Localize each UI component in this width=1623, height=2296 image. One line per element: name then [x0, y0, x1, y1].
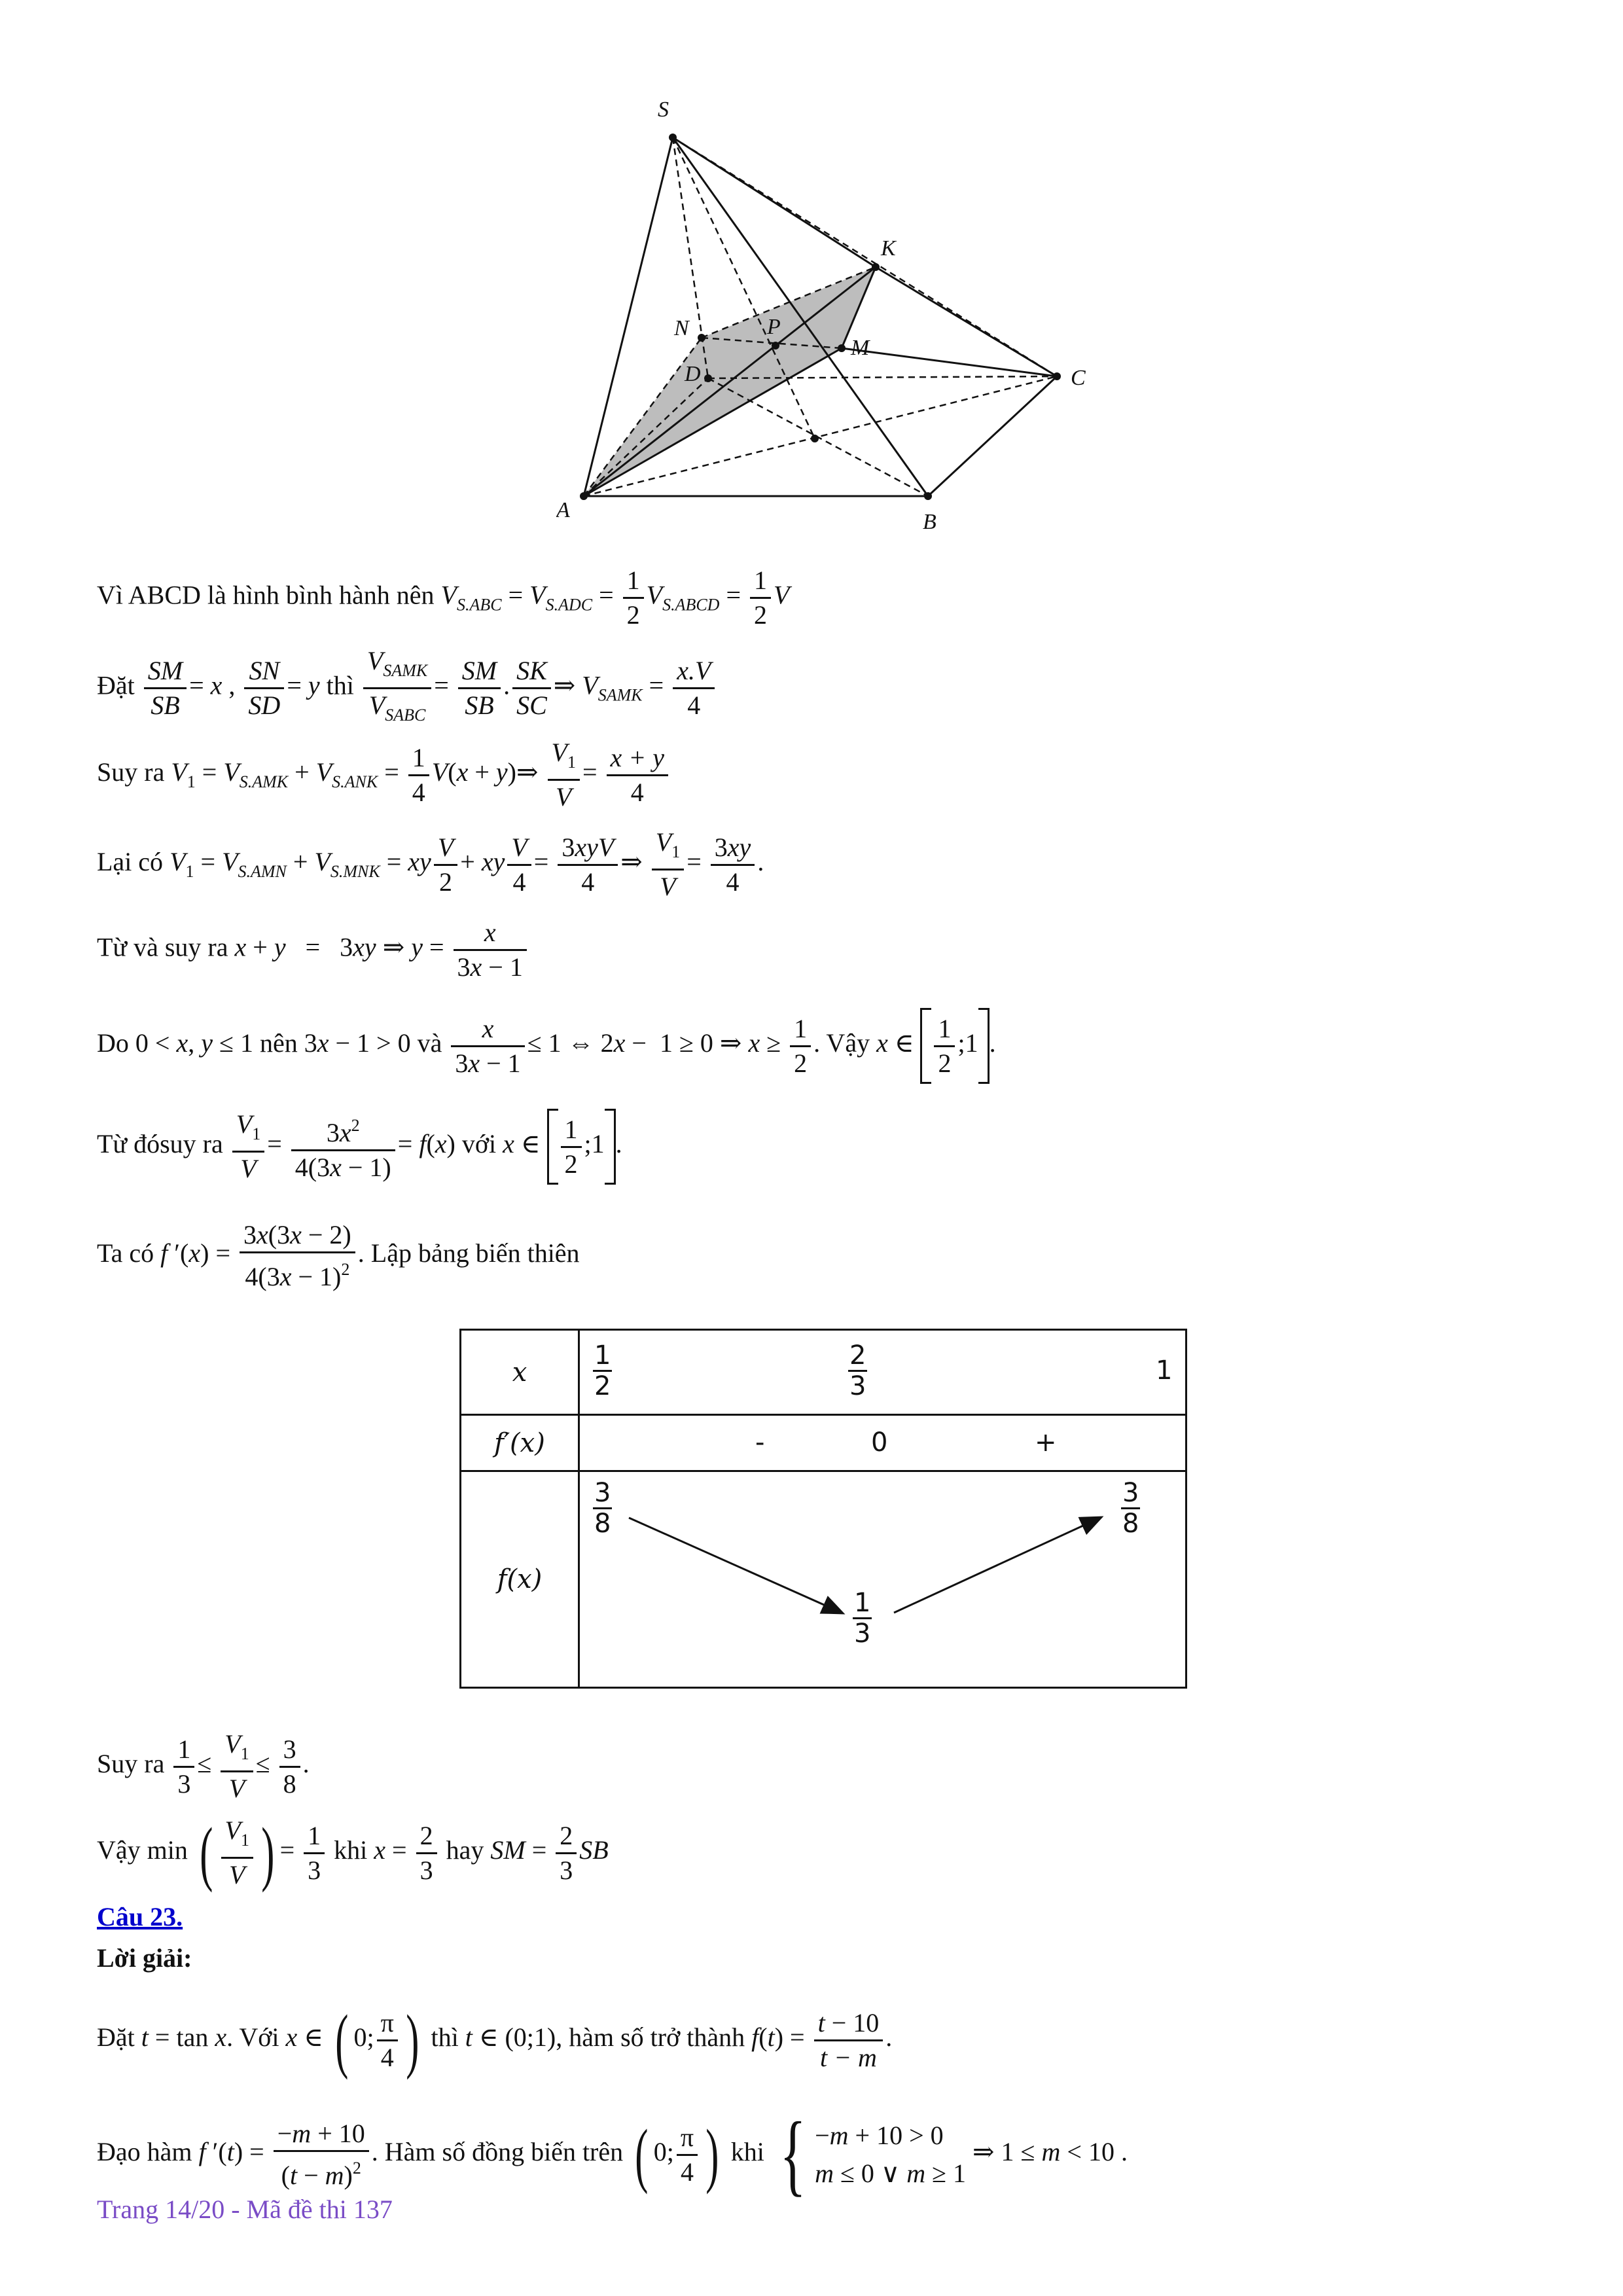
point-M	[838, 344, 846, 352]
label-C: C	[1071, 366, 1086, 390]
table-label-x: x	[461, 1330, 579, 1415]
page-footer: Trang 14/20 - Mã đề thi 137	[97, 2195, 393, 2224]
q23-text-l1-mid: . Với	[226, 2022, 279, 2053]
point-P	[772, 342, 779, 350]
q23-text-l2-when: khi	[730, 2137, 764, 2167]
edge-SB	[673, 137, 928, 496]
text-l6-end: . Vậy	[813, 1028, 870, 1058]
text-l2-then: thì	[326, 670, 354, 700]
table-sign-row	[579, 1415, 1186, 1471]
q23-text-l1-func: , hàm số trở thành	[556, 2022, 745, 2053]
q23-line-substitution: Đặt t = tan x. Với x ∈ ( 0; $\frac{\pi}{4}$ ) thì t ∈ (0;1), hàm số trở thành f(t) = $\frac{t - 10}{t - m}$ .	[97, 2000, 893, 2080]
line-parallelogram: Vì ABCD là hình bình hành nên $V_{S.ABC} = V_{S.ADC}$ = $\frac{1}{2}$ $V_{S.ABCD}$ = $\frac{1}{2}$ V	[97, 565, 790, 630]
line-derivative: Ta có f ′(x) = $\frac{3x(3x - 2)}{4(3x - 1)^2}$ . Lập bảng biến thiên	[97, 1220, 580, 1291]
line-bounds: Suy ra $\frac{1}{3}$ ≤ $\frac{V_1}{V}$ ≤ $\frac{3}{8}$ .	[97, 1729, 310, 1803]
label-B: B	[923, 510, 936, 534]
point-H	[811, 435, 819, 442]
x-val-half: 1 2	[594, 1340, 611, 1401]
sign-minus: -	[755, 1427, 765, 1458]
point-C	[1053, 372, 1061, 380]
variation-arrows	[580, 1472, 1169, 1681]
label-D: D	[685, 362, 701, 386]
pyramid-figure	[556, 92, 1145, 537]
label-K: K	[881, 236, 896, 260]
table-variation-row	[579, 1471, 1186, 1688]
arrow-increase	[894, 1518, 1100, 1613]
label-A: A	[556, 498, 570, 522]
text-l2: Đặt	[97, 670, 135, 700]
solution-heading	[97, 1943, 192, 1974]
q23-line-derivative: Đạo hàm f ′(t) = $\frac{-m + 10}{(t - m)^2}$ . Hàm số đồng biến trên ( 0; $\frac{\pi}{4}$ ) khi { −m + 10 > 0 m ≤ 0 ∨ m ≥ 1 ⇒ 1 ≤ m < 10 .	[97, 2104, 1128, 2205]
variation-table	[459, 1329, 1187, 1689]
point-N	[698, 334, 705, 342]
point-D	[704, 374, 712, 382]
f-right-value: 3 8	[1122, 1478, 1139, 1539]
question-23-heading	[97, 1901, 183, 1933]
sign-zero: 0	[871, 1427, 888, 1458]
table-label-f: f(x)	[461, 1471, 579, 1688]
x-val-one: 1	[1156, 1355, 1173, 1386]
sign-plus: +	[1035, 1427, 1057, 1458]
point-A	[580, 492, 588, 500]
q23-text-l2-mid: . Hàm số đồng biến trên	[371, 2137, 624, 2167]
text-l8-end: . Lập bảng biến thiên	[357, 1238, 580, 1268]
point-B	[924, 492, 932, 500]
text-l9: Suy ra	[97, 1749, 165, 1779]
line-v1-first: Suy ra $V_1 = V_{S.AMK} + V_{S.ANK}$ = $\frac{1}{4}$ V(x + y)⇒ $\frac{V_1}{V}$ = $\frac{x + y}{4}$	[97, 736, 671, 814]
f-min-value: 1 3	[854, 1588, 871, 1649]
f-left-value: 3 8	[594, 1478, 611, 1539]
edge-BC	[928, 376, 1057, 496]
text-l10-or: hay	[446, 1835, 484, 1865]
text-l1: Vì ABCD là hình bình hành nên	[97, 580, 435, 610]
text-l8: Ta có	[97, 1238, 154, 1268]
line-solve-y: Từ và suy ra x + y = 3xy ⇒ y = $\frac{x}{3x - 1}$	[97, 916, 529, 984]
line-minimum: Vậy min ( $\frac{V_1}{V}$ ) = $\frac{1}{3}$ khi x = $\frac{2}{3}$ hay SM = $\frac{2}{3}$ SB	[97, 1813, 609, 1893]
text-l6: Do	[97, 1028, 129, 1058]
text-l7: Từ đósuy ra	[97, 1129, 223, 1159]
line-domain: Do 0 < x, y ≤ 1 nên 3x − 1 > 0 và $\frac{x}{3x - 1}$ ≤ 1 ⇔ 2x − 1 ≥ 0 ⇒ x ≥ $\frac{1}{2}$ . Vậy x ∈ $\frac{1}{2}$ ;1 .	[97, 1008, 996, 1084]
x-val-two-thirds: 2 3	[849, 1340, 866, 1401]
q23-text-l1-then: thì	[431, 2022, 459, 2053]
line-set-ratios: Đặt $\frac{SM}{SB}$ = x , $\frac{SN}{SD}$ = y thì $\frac{V_{SAMK}}{V_{SABC}}$ = $\frac{SM}{SB}$ . $\frac{SK}{SC}$ ⇒ $V_{SAMK}$ = $\frac{x.V}{4}$	[97, 645, 717, 732]
label-S: S	[658, 98, 669, 122]
line-v1-second: Lại có $V_1 = V_{S.AMN} + V_{S.MNK}$ = xy $\frac{V}{2}$ + xy $\frac{V}{4}$ = $\frac{\text{3xyV}}{4}$ ⇒ $\frac{V_1}{V}$ = $\frac{3xy}{4}$ .	[97, 827, 764, 901]
point-S	[669, 134, 677, 141]
text-l7-with: với	[461, 1129, 497, 1159]
solution-label: Lời giải:	[97, 1943, 192, 1973]
line-ratio-function: Từ đósuy ra $\frac{V_1}{V}$ = $\frac{3x^2}{4(3x - 1)}$ = f(x) với x ∈ $\frac{1}{2}$ ;1 .	[97, 1109, 622, 1183]
text-l10: Vậy min	[97, 1835, 188, 1865]
edge-MC	[842, 348, 1057, 376]
question-23-title: Câu 23.	[97, 1902, 183, 1931]
edge-KC	[876, 267, 1057, 376]
text-l5: Từ và suy ra	[97, 932, 228, 962]
q23-text-l1: Đặt	[97, 2022, 135, 2053]
text-l4: Lại có	[97, 847, 164, 877]
text-l10-when: khi	[334, 1835, 368, 1865]
text-l3: Suy ra	[97, 757, 165, 787]
edge-AK	[584, 267, 876, 496]
label-M: M	[851, 336, 870, 360]
label-N: N	[674, 316, 689, 340]
point-K	[872, 263, 880, 271]
q23-text-l2: Đạo hàm	[97, 2137, 192, 2167]
arrow-decrease	[629, 1518, 842, 1613]
table-label-fprime: f′(x)	[461, 1415, 579, 1471]
label-P: P	[767, 315, 781, 339]
text-l6-and: và	[417, 1028, 442, 1058]
table-x-values	[579, 1330, 1186, 1415]
text-l6-mid: nên	[259, 1028, 298, 1058]
